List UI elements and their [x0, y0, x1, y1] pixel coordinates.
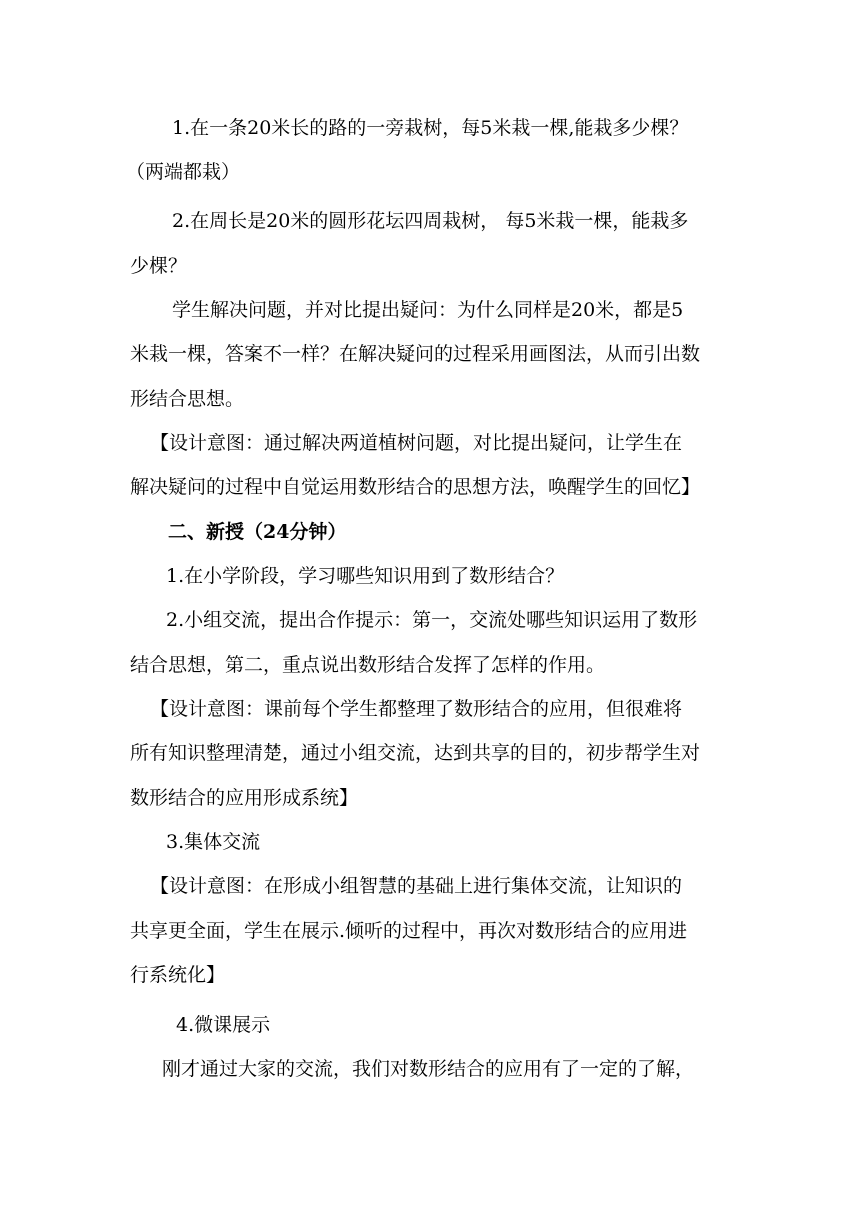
design-intent-note: 共享更全面，学生在展示.倾听的过程中，再次对数形结合的应用进 — [130, 920, 688, 942]
design-intent-note: 解决疑问的过程中自觉运用数形结合的思想方法，唤醒学生的回忆】 — [130, 476, 701, 498]
text-line: 1.在小学阶段，学习哪些知识用到了数形结合？ — [166, 565, 565, 587]
text-line: 2.在周长是20米的圆形花坛四周栽树， 每5米栽一棵，能栽多 — [172, 210, 689, 232]
text-line: 结合思想，第二，重点说出数形结合发挥了怎样的作用。 — [130, 654, 606, 676]
text-line: 3.集体交流 — [166, 831, 261, 853]
text-line: 2.小组交流，提出合作提示：第一，交流处哪些知识运用了数形 — [166, 609, 698, 631]
text-line: 少棵？ — [130, 255, 188, 277]
design-intent-note: 【设计意图：通过解决两道植树问题，对比提出疑问，让学生在 — [150, 432, 683, 454]
text-line: （两端都栽） — [126, 161, 241, 183]
text-line: 学生解决问题，并对比提出疑问：为什么同样是20米，都是5 — [172, 299, 684, 321]
design-intent-note: 所有知识整理清楚，通过小组交流，达到共享的目的，初步帮学生对 — [130, 742, 701, 764]
text-line: 4.微课展示 — [176, 1014, 271, 1036]
design-intent-note: 【设计意图：在形成小组智慧的基础上进行集体交流，让知识的 — [150, 875, 683, 897]
design-intent-note: 数形结合的应用形成系统】 — [130, 787, 359, 809]
text-line: 刚才通过大家的交流，我们对数形结合的应用有了一定的了解， — [162, 1058, 695, 1080]
text-line: 形结合思想。 — [130, 388, 245, 410]
text-line: 米栽一棵，答案不一样？在解决疑问的过程采用画图法，从而引出数 — [130, 343, 701, 365]
design-intent-note: 【设计意图：课前每个学生都整理了数形结合的应用，但很难将 — [150, 698, 683, 720]
design-intent-note: 行系统化】 — [130, 964, 226, 986]
text-line: 1.在一条20米长的路的一旁栽树，每5米栽一棵,能栽多少棵？ — [172, 117, 689, 139]
section-heading: 二、新授（24分钟） — [168, 521, 347, 543]
